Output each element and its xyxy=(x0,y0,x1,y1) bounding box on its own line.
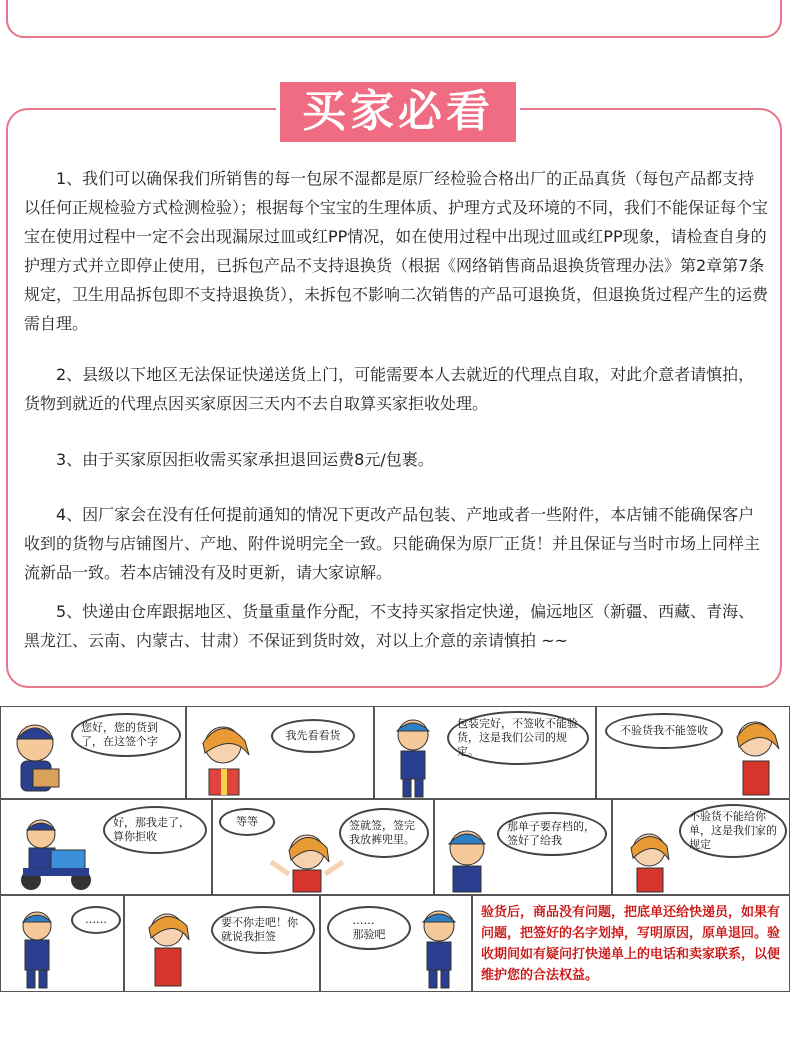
bubble-company-rule: 包装完好，不签收不能验货，这是我们公司的规定。 xyxy=(447,711,589,765)
bubble-check-then: …… 那验吧 xyxy=(327,906,411,950)
comic-panel-8 xyxy=(612,799,790,895)
notice-paragraph-5: 5、快递由仓库跟据地区、货量重量作分配，不支持买家指定快递，偏远地区（新疆、西藏、青海、黑龙江、云南、内蒙古、甘肃）不保证到货时效，对以上介意的亲请慎拍 ~~ xyxy=(24,602,755,650)
buyer-girl-angry-icon xyxy=(723,711,785,799)
comic-panel-2 xyxy=(186,706,374,799)
comic-panel-1 xyxy=(0,706,186,799)
courier-icon xyxy=(7,717,67,797)
comic-panel-5 xyxy=(0,799,212,895)
bubble-say-refused: 要不你走吧！你就说我拒签 xyxy=(211,906,315,954)
comic-panel-3 xyxy=(374,706,596,799)
comic-panel-9 xyxy=(0,895,124,992)
notice-paragraph-2: 2、县级以下地区无法保证快递送货上门，可能需要本人去就近的代理点自取，对此介意者请慎拍，货物到就近的代理点因买家原因三天内不去自取算买家拒收处理。 xyxy=(24,365,755,413)
bubble-silence-1: …… xyxy=(71,906,121,934)
bubble-no-slip-rule: 不验货不能给你单，这是我们家的规定 xyxy=(679,804,787,858)
bubble-refused-leave: 好，那我走了，算你拒收 xyxy=(103,806,207,854)
courier-head-icon xyxy=(441,822,493,894)
top-frame-decoration xyxy=(6,0,782,38)
inspection-advice-note: 验货后，商品没有问题，把底单还给快递员，如果有问题，把签好的名字划掉，写明原因，原单退回。验收期间如有疑问打快递单上的电话和卖家联系，以便维护您的合法权益。 xyxy=(481,905,781,983)
comic-panel-4 xyxy=(596,706,790,799)
notice-paragraph-3: 3、由于买家原因拒收需买家承担退回运费8元/包裹。 xyxy=(56,450,434,469)
notice-paragraph-1: 1、我们可以确保我们所销售的每一包尿不湿都是原厂经检验合格出厂的正品真货（每包产品都支持以任何正规检验方式检测检验）；根据每个宝宝的生理体质、护理方式及环境的不同，我们不能保证每个宝宝在使用过程中一定不会出现漏尿过皿或红PP情况，如在使用过程中出现过皿或红PP现象，请检查自身的护理方式并立即停止使用，已拆包产品不支持退换货（根据《网络销售商品退换货管理办法》第2章第7条规定，卫生用品拆包即不支持退换货），未拆包不影响二次销售的产品可退换货，但退换货过程产生的运费需自理。 xyxy=(24,169,769,333)
bubble-check-goods: 我先看看货 xyxy=(271,719,355,753)
buyer-girl-waving-icon xyxy=(267,822,347,894)
notice-title: 买家必看 xyxy=(276,78,520,146)
comic-panel-10 xyxy=(124,895,320,992)
courier-man-icon xyxy=(389,713,439,799)
bubble-wait: 等等 xyxy=(219,808,275,836)
courier-scooter-icon xyxy=(7,814,103,894)
bubble-sign-pocket: 签就签，签完我放裤兜里。 xyxy=(339,808,429,858)
buyer-girl-icon xyxy=(193,715,253,799)
courier-thinking-icon xyxy=(411,904,467,990)
buyer-girl-pointing-icon xyxy=(617,822,677,894)
bubble-archive-slip: 那单子要存档的，签好了给我 xyxy=(497,812,607,856)
bubble-courier-arrival: 您好，您的货到了，在这签个字 xyxy=(71,713,181,757)
delivery-comic-strip xyxy=(0,706,790,992)
bubble-no-sign-without-check: 不验货我不能签收 xyxy=(605,713,723,749)
notice-paragraph-4: 4、因厂家会在没有任何提前通知的情况下更改产品包装、产地或者一些附件，本店铺不能确保客户收到的货物与店铺图片、产地、附件说明完全一致。只能确保为原厂正货！并且保证与当时市场上同样主流新品一致。若本店铺没有及时更新，请大家谅解。 xyxy=(24,505,761,582)
comic-panel-7 xyxy=(434,799,612,895)
courier-standing-icon xyxy=(13,906,63,990)
buyer-girl-standing-icon xyxy=(137,906,197,990)
comic-panel-6 xyxy=(212,799,434,895)
comic-panel-note xyxy=(472,895,790,992)
comic-panel-11 xyxy=(320,895,472,992)
